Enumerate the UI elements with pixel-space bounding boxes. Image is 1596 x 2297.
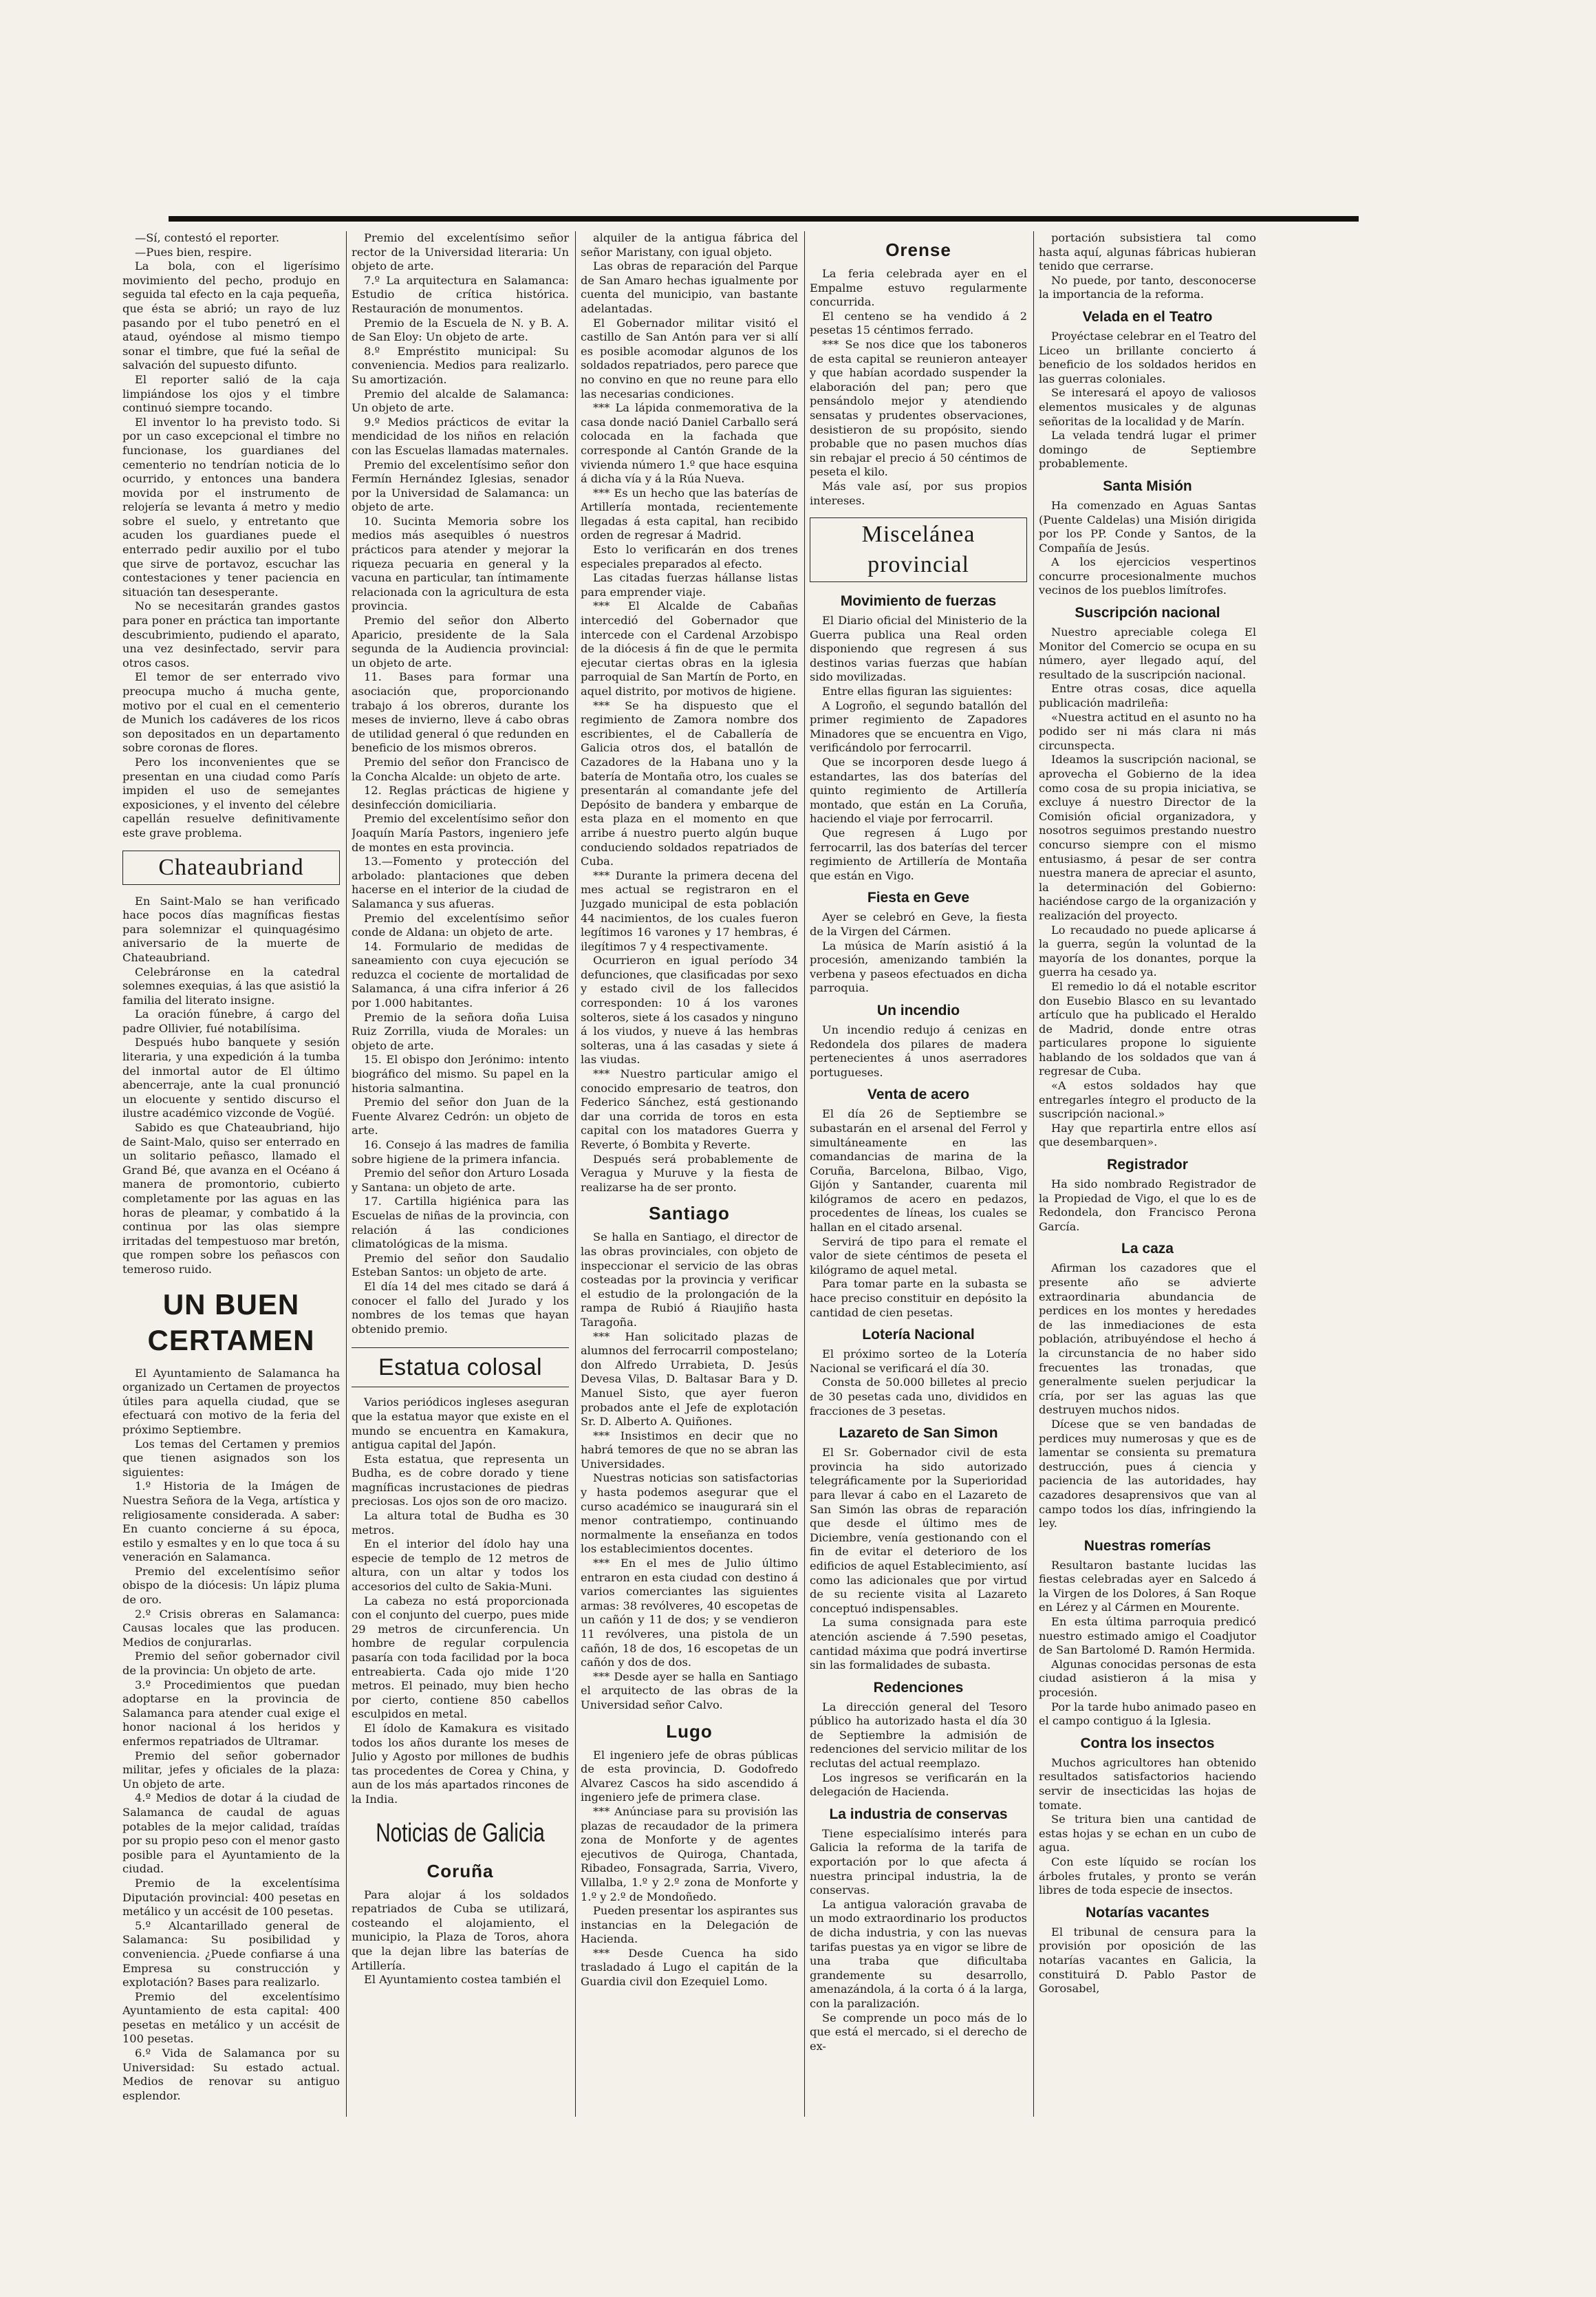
paragraph: Ha sido nombrado Registrador de la Propiedad de Vigo, el que lo es de Redondela, don Francisco Perona García. bbox=[1039, 1177, 1256, 1233]
paragraph: Nuestras noticias son satisfactorias y hasta podemos asegurar que el curso académico se inaugurará sin el menor contratiempo, continuando normalmente la enseñanza en todos los establecimientos docentes. bbox=[581, 1471, 798, 1556]
paragraph: *** Insistimos en decir que no habrá temores de que no se abran las Universidades. bbox=[581, 1429, 798, 1471]
section-heading: Redenciones bbox=[873, 1679, 964, 1696]
paragraph: 15. El obispo don Jerónimo: intento biográfico del mismo. Su papel en la historia salmantina. bbox=[352, 1053, 569, 1095]
paragraph: Más vale así, por sus propios intereses. bbox=[810, 479, 1027, 507]
article-title: Estatua colosal bbox=[352, 1347, 569, 1387]
column-1 bbox=[122, 231, 340, 2124]
paragraph: Afirman los cazadores que el presente año se advierte extraordinaria abundancia de perdices en los montes y heredades de las inmediaciones de esta población, atribuyéndose el hecho á la circunstancia de no haber sido frecuentes las tronadas, que generalmente suelen perjudicar la cría, por ser las aguas las que destruyen muchos nidos. bbox=[1039, 1261, 1256, 1417]
top-rule bbox=[169, 216, 1359, 222]
paragraph: *** La lápida conmemorativa de la casa donde nació Daniel Carballo será colocada en la fachada que corresponde al Cantón Grande de la vivienda número 1.º que hace esquina á dicha vía y á la Rúa Nueva. bbox=[581, 401, 798, 486]
paragraph: El tribunal de censura para la provisión por oposición de las notarías vacantes en Galicia, la constituirá D. Pablo Pastor de Gorosabel, bbox=[1039, 1925, 1256, 1996]
paragraph: Después hubo banquete y sesión literaria, y una expedición á la tumba del inmortal autor de El último abencerraje, ante la cual pronunció un elocuente y sentido discurso el ilustre académico vizconde de Vogüé. bbox=[122, 1036, 340, 1120]
section-heading: Movimiento de fuerzas bbox=[840, 593, 997, 610]
article-title: Chateaubriand bbox=[122, 851, 340, 885]
paragraph: Premio del señor gobernador civil de la provincia: Un objeto de arte. bbox=[122, 1649, 340, 1678]
paragraph: Se comprende un poco más de lo que está el mercado, si el derecho de ex- bbox=[810, 2011, 1027, 2053]
paragraph: Pero los inconvenientes que se presentan en una ciudad como París impiden el uso de semejantes exposiciones, y el invento del célebre capellán resuelve definitivamente este grave problema. bbox=[122, 755, 340, 840]
paragraph: *** Nuestro particular amigo el conocido empresario de teatros, don Federico Sánchez, está gestionando dar una corrida de toros en esta capital con los matadores Guerra y Reverte, ó Bombita y Reverte. bbox=[581, 1067, 798, 1151]
paragraph: 8.º Empréstito municipal: Su conveniencia. Medios para realizarlo. Su amortización. bbox=[352, 344, 569, 386]
section-heading: Contra los insectos bbox=[1080, 1735, 1215, 1751]
paragraph: Las obras de reparación del Parque de San Amaro hechas igualmente por cuenta del municipio, van bastante adelantadas. bbox=[581, 259, 798, 315]
section-heading: Santa Misión bbox=[1103, 478, 1192, 494]
paragraph: Premio del señor don Juan de la Fuente Alvarez Cedrón: un objeto de arte. bbox=[352, 1096, 569, 1137]
paragraph: Premio del señor gobernador militar, jefes y oficiales de la plaza: Un objeto de arte. bbox=[122, 1749, 340, 1791]
paragraph: Muchos agricultores han obtenido resultados satisfactorios haciendo servir de insecticidas las hojas de tomate. bbox=[1039, 1755, 1256, 1812]
paragraph: 1.º Historia de la Imágen de Nuestra Señora de la Vega, artística y religiosamente considerada. A saber: En cuanto concierne á su época, estilo y esmaltes y en lo que toca á su veneración en Salamanca. bbox=[122, 1479, 340, 1564]
paragraph: Premio del excelentísimo señor don Fermín Hernández Iglesias, senador por la Universidad de Salamanca: un objeto de arte. bbox=[352, 458, 569, 514]
paragraph: 9.º Medios prácticos de evitar la mendicidad de los niños en relación con las Escuelas llamadas maternales. bbox=[352, 415, 569, 457]
section-heading: Suscripción nacional bbox=[1075, 605, 1220, 621]
paragraph: El centeno se ha vendido á 2 pesetas 15 céntimos ferrado. bbox=[810, 309, 1027, 337]
section-heading: La industria de conservas bbox=[829, 1806, 1008, 1822]
paragraph: alquiler de la antigua fábrica del señor Maristany, con igual objeto. bbox=[581, 231, 798, 259]
column-4 bbox=[810, 231, 1027, 2124]
paragraph: El próximo sorteo de la Lotería Nacional se verificará el día 30. bbox=[810, 1347, 1027, 1375]
paragraph: El Diario oficial del Ministerio de la Guerra publica una Real orden disponiendo que regresen á sus destinos varias fuerzas que habían sido movilizadas. bbox=[810, 614, 1027, 684]
paragraph: Pueden presentar los aspirantes sus instancias en la Delegación de Hacienda. bbox=[581, 1904, 798, 1946]
article-title: Miscelánea provincial bbox=[810, 517, 1027, 582]
paragraph: 5.º Alcantarillado general de Salamanca: Su posibilidad y conveniencia. ¿Puede confiarse á una Empresa su construcción y explotación? Bases para realizarlo. bbox=[122, 1919, 340, 1989]
paragraph: *** En el mes de Julio último entraron en esta ciudad con destino á varios comerciantes las siguientes armas: 38 revólveres, 40 escopetas de un cañón y 11 de dos; y se vendieron 11 revólveres, una pistola de un cañón, 18 de dos, 16 escopetas de un cañón y dos de dos. bbox=[581, 1557, 798, 1669]
paragraph: *** Se ha dispuesto que el regimiento de Zamora nombre dos escribientes, el de Caballería de Galicia otros dos, el batallón de Cazadores de la Habana uno y la batería de Montaña otro, los cuales se presentarán al comandante jefe del Depósito de bandera y embarque de esta plaza en el momento en que arribe á nuestro puerto algún buque conduciendo soldados repatriados de Cuba. bbox=[581, 698, 798, 868]
paragraph: Celebráronse en la catedral solemnes exequias, á las que asistió la familia del literato insigne. bbox=[122, 965, 340, 1007]
paragraph: En el interior del ídolo hay una especie de templo de 12 metros de altura, con un altar y todos los accesorios del culto de Sakia-Muni. bbox=[352, 1537, 569, 1594]
paragraph: Que regresen á Lugo por ferrocarril, las dos baterías del tercer regimiento de Artillería de Montaña que están en Vigo. bbox=[810, 826, 1027, 882]
paragraph: La suma consignada para este atención asciende á 7.590 pesetas, cantidad máxima que podrá invertirse sin las formalidades de subasta. bbox=[810, 1616, 1027, 1672]
paragraph: Que se incorporen desde luego á estandartes, las dos baterías del quinto regimiento de Artillería montado, que están en La Coruña, haciendo el viaje por ferrocarril. bbox=[810, 756, 1027, 826]
paragraph: Premio del señor don Francisco de la Concha Alcalde: un objeto de arte. bbox=[352, 755, 569, 783]
paragraph: —Sí, contestó el reporter. bbox=[135, 231, 280, 244]
paragraph: Esto lo verificarán en dos trenes especiales preparados al efecto. bbox=[581, 543, 798, 570]
paragraph: Premio del alcalde de Salamanca: Un objeto de arte. bbox=[352, 387, 569, 415]
paragraph: 2.º Crisis obreras en Salamanca: Causas locales que las producen. Medios de conjurarlas. bbox=[122, 1607, 340, 1649]
paragraph: La antigua valoración gravaba de un modo extraordinario los productos de dicha industria, y con las nuevas tarifas puestas ya en vigor se libre de una traba que dificultaba grandemente su desarrollo, amenazándola, á la corta ó á la larga, con la paralización. bbox=[810, 1897, 1027, 2010]
paragraph: *** Han solicitado plazas de alumnos del ferrocarril compostelano; don Alfredo Urrabieta, D. Jesús Devesa Vilas, D. Baltasar Bara y D. Manuel Sisto, que ayer fueron probados ante el Jefe de explotación Sr. D. Alberto A. Quiñones. bbox=[581, 1329, 798, 1429]
paragraph: El remedio lo dá el notable escritor don Eusebio Blasco en su levantado artículo que ha publicado el Heraldo de Madrid, donde entre otras particulares propone lo siguiente hablando de los soldados que van á regresar de Cuba. bbox=[1039, 979, 1256, 1078]
paragraph: Premio de la señora doña Luisa Ruiz Zorrilla, viuda de Morales: un objeto de arte. bbox=[352, 1010, 569, 1052]
paragraph: Ideamos la suscripción nacional, se aprovecha el Gobierno de la idea como cosa de su propia iniciativa, se excluye á nuestro Director de la Comisión oficial organizadora, y nosotros seguimos prestando nuestro concurso siempre con el mismo entusiasmo, á pesar de ser contra nuestra manera de apreciar el asunto, la determinación del Gobierno: haciéndose cargo de la organización y realización del proyecto. bbox=[1039, 753, 1256, 922]
paragraph: Algunas conocidas personas de esta ciudad asistieron á la misa y procesión. bbox=[1039, 1657, 1256, 1700]
section-heading: Lotería Nacional bbox=[862, 1327, 975, 1343]
paragraph: No se necesitarán grandes gastos para poner en práctica tan importante descubrimiento, pudiendo el aparato, una vez desinfectado, servir para otros casos. bbox=[122, 599, 340, 670]
paragraph: *** Desde ayer se halla en Santiago el arquitecto de las obras de la Universidad señor Calvo. bbox=[581, 1669, 798, 1711]
paragraph: Servirá de tipo para el remate el valor de siete céntimos de peseta el kilógramo de aquel metal. bbox=[810, 1235, 1027, 1276]
paragraph: 7.º La arquitectura en Salamanca: Estudio de crítica histórica. Restauración de monumentos. bbox=[352, 273, 569, 315]
paragraph: 13.—Fomento y protección del arbolado: plantaciones que deben hacerse en el interior de la ciudad de Salamanca y sus afueras. bbox=[352, 855, 569, 910]
paragraph: Resultaron bastante lucidas las fiestas celebradas ayer en Salcedo á la Virgen de los Dolores, á San Roque en Lérez y al Cármen en Mourente. bbox=[1039, 1558, 1256, 1614]
paragraph: —Pues bien, respire. bbox=[135, 245, 252, 259]
paragraph: No puede, por tanto, desconocerse la importancia de la reforma. bbox=[1039, 273, 1256, 301]
paragraph: Premio del excelentísimo señor obispo de la diócesis: Un lápiz pluma de oro. bbox=[122, 1564, 340, 1607]
paragraph: Premio de la excelentísima Diputación provincial: 400 pesetas en metálico y un accésit de 100 pesetas. bbox=[122, 1876, 340, 1919]
paragraph: El ídolo de Kamakura es visitado todos los años durante los meses de Julio y Agosto por millones de budhis tas procedentes de Corea y China, y aun de los más apartados rincones de la India. bbox=[352, 1721, 569, 1806]
paragraph: Ocurrieron en igual período 34 defunciones, que clasificadas por sexo y estado civil de los fallecidos corresponden: 10 á los varones solteros, siete á los casados y ninguno á los viudos, y nueve á las hembras solteras, una á las casadas y siete á las viudas. bbox=[581, 954, 798, 1067]
column-5 bbox=[1039, 231, 1256, 2124]
paragraph: Esta estatua, que representa un Budha, es de cobre dorado y tiene magníficas incrustaciones de piedras preciosas. Los ojos son de oro macizo. bbox=[352, 1452, 569, 1508]
paragraph: A los ejercicios vespertinos concurre procesionalmente muchos vecinos de los pueblos limítrofes. bbox=[1039, 555, 1256, 597]
paragraph: 3.º Procedimientos que puedan adoptarse en la provincia de Salamanca para atender cual exige el honor nacional á los heridos y enfermos repatriados de Ultramar. bbox=[122, 1678, 340, 1748]
section-heading: Un incendio bbox=[876, 1002, 960, 1018]
paragraph: El día 14 del mes citado se dará á conocer el fallo del Jurado y los nombres de los temas que hayan obtenido premio. bbox=[352, 1279, 569, 1336]
paragraph: Ayer se celebró en Geve, la fiesta de la Virgen del Cármen. bbox=[810, 910, 1027, 938]
paragraph: Premio de la Escuela de N. y B. A. de San Eloy: Un objeto de arte. bbox=[352, 316, 569, 344]
paragraph: Dícese que se ven bandadas de perdices muy numerosas y que es de lamentar se consienta su prematura destrucción, pues á ciencia y paciencia de las autoridades, hay cazadores desaprensivos que van al campo todos los días, infringiendo la ley. bbox=[1039, 1417, 1256, 1530]
paragraph: *** El Alcalde de Cabañas intercedió del Gobernador que intercede con el Cardenal Arzobispo de la diócesis á fin de que le permita ejecutar ciertas obras en la iglesia parroquial de San Martín de Porto, en aquel distrito, por motivos de higiene. bbox=[581, 599, 798, 698]
column-divider bbox=[1033, 231, 1034, 2117]
paragraph: Entre ellas figuran las siguientes: bbox=[822, 685, 1013, 698]
paragraph: portación subsistiera tal como hasta aquí, algunas fábricas hubieran tenido que cerrarse. bbox=[1039, 231, 1256, 273]
paragraph: Entre otras cosas, dice aquella publicación madrileña: bbox=[1039, 682, 1256, 710]
paragraph: Premio del señor don Arturo Losada y Santana: un objeto de arte. bbox=[352, 1166, 569, 1194]
section-heading: Fiesta en Geve bbox=[867, 890, 970, 906]
article-title: UN BUEN CERTAMEN bbox=[147, 1288, 315, 1356]
paragraph: Proyéctase celebrar en el Teatro del Liceo un brillante concierto á beneficio de los soldados heridos en las guerras coloniales. bbox=[1039, 329, 1256, 385]
paragraph: «Nuestra actitud en el asunto no ha podido ser ni más clara ni más circunspecta. bbox=[1039, 710, 1256, 752]
paragraph: En Saint-Malo se han verificado hace pocos días magníficas fiestas para solemnizar el quinquagésimo aniversario de la muerte de Chateaubriand. bbox=[122, 894, 340, 964]
paragraph: Lo recaudado no puede aplicarse á la guerra, según la voluntad de la mayoría de los donantes, porque la guerra ha cesado ya. bbox=[1039, 923, 1256, 979]
paragraph: Consta de 50.000 billetes al precio de 30 pesetas cada uno, divididos en fracciones de 3 pesetas. bbox=[810, 1376, 1027, 1418]
paragraph: El Sr. Gobernador civil de esta provincia ha sido autorizado telegráficamente por la Superioridad para llevar á cabo en el Lazareto de San Simón las obras de reparación que desde el último mes de Diciembre, venía gestionando con el fin de evitar el deterioro de los edificios de aquel Establecimiento, así como las adicionales que por virtud de su reciente visita al Lazareto conceptuó indispensables. bbox=[810, 1446, 1027, 1615]
paragraph: La música de Marín asistió á la procesión, amenizando también la verbena y paseos efectuados en dicha parroquia. bbox=[810, 939, 1027, 995]
paragraph: La bola, con el ligerísimo movimiento del pecho, produjo en seguida tal efecto en la caja pequeña, que ésta se abrió; un rayo de luz pasando por el tubo penetró en el ataud, oyéndose al mismo tiempo sonar el timbre, que fué la señal de salvación del supuesto difunto. bbox=[122, 259, 340, 372]
paragraph: La velada tendrá lugar el primer domingo de Septiembre probablemente. bbox=[1039, 429, 1256, 471]
paragraph: El reporter salió de la caja limpiándose los ojos y el timbre continuó siempre tocando. bbox=[122, 372, 340, 415]
paragraph: En esta última parroquia predicó nuestro estimado amigo el Coadjutor de San Bartolomé D. Ramón Hermida. bbox=[1039, 1615, 1256, 1657]
paragraph: Nuestro apreciable colega El Monitor del Comercio se ocupa en su número, ayer llegado aquí, del resultado de la suscripción nacional. bbox=[1039, 626, 1256, 681]
paragraph: Tiene especialísimo interés para Galicia la reforma de la tarifa de exportación por lo que afecta á nuestra principal industria, la de conservas. bbox=[810, 1826, 1027, 1897]
column-divider bbox=[346, 231, 347, 2117]
paragraph: La cabeza no está proporcionada con el conjunto del cuerpo, pues mide 29 metros de circunferencia. Un hombre de regular corpulencia pasaría con toda facilidad por la boca entreabierta. Cada ojo mide 1'20 metros. El peinado, muy bien hecho por cierto, contiene 850 cabellos esculpidos en metal. bbox=[352, 1594, 569, 1721]
paragraph: Para tomar parte en la subasta se hace preciso constituir en depósito la cantidad de cien pesetas. bbox=[810, 1277, 1027, 1319]
paragraph: La dirección general del Tesoro público ha autorizado hasta el día 30 de Septiembre la admisión de redenciones del servicio militar de los reclutas del actual reemplazo. bbox=[810, 1700, 1027, 1771]
paragraph: Premio del señor don Alberto Aparicio, presidente de la Sala segunda de la Audiencia provincial: un objeto de arte. bbox=[352, 614, 569, 670]
paragraph: 10. Sucinta Memoria sobre los medios más asequibles ó nuestros prácticos para atender y mejorar la riqueza pecuaria en general y la vacuna en particular, tan íntimamente relacionada con la agricultura de esta provincia. bbox=[352, 514, 569, 613]
paragraph: Por la tarde hubo animado paseo en el campo contiguo á la Iglesia. bbox=[1039, 1700, 1256, 1728]
section-heading: Venta de acero bbox=[867, 1087, 970, 1103]
column-divider bbox=[575, 231, 576, 2117]
paragraph: Después será probablemente de Veragua y Muruve y la fiesta de realizarse ha de ser pronto. bbox=[581, 1152, 798, 1194]
paragraph: El inventor lo ha previsto todo. Si por un caso excepcional el timbre no funcionase, los guardianes del cementerio no tendrían noticia de lo ocurrido, y entonces una bandera movida por el instrumento de relojería se levanta á metro y medio sobre el suelo, y entretanto que acuden los guardianes puede el enterrado pedir auxilio por el tubo que sirve de portavoz, escuchar las contestaciones y tener paciencia en situación tan desesperante. bbox=[122, 415, 340, 599]
paragraph: El ingeniero jefe de obras públicas de esta provincia, D. Godofredo Alvarez Cascos ha sido ascendido á ingeniero jefe de primera clase. bbox=[581, 1748, 798, 1804]
paragraph: Se interesará el apoyo de valiosos elementos musicales y de algunas señoritas de la localidad y de Marín. bbox=[1039, 386, 1256, 428]
section-heading: La caza bbox=[1121, 1241, 1174, 1257]
section-title: Noticias de Galicia bbox=[376, 1818, 545, 1848]
paragraph: Se tritura bien una cantidad de estas hojas y se echan en un cubo de agua. bbox=[1039, 1813, 1256, 1855]
city-heading: Santiago bbox=[649, 1203, 730, 1224]
paragraph: «A estos soldados hay que entregarles íntegro el producto de la suscripción nacional.» bbox=[1039, 1079, 1256, 1121]
paragraph: El Ayuntamiento de Salamanca ha organizado un Certamen de proyectos útiles para aquella ciudad, que se efectuará con motivo de la feria del próximo Septiembre. bbox=[122, 1366, 340, 1436]
paragraph: Premio del excelentísimo señor conde de Aldana: un objeto de arte. bbox=[352, 911, 569, 939]
paragraph: 12. Reglas prácticas de higiene y desinfección domiciliaria. bbox=[352, 784, 569, 811]
paragraph: Premio del señor don Saudalio Esteban Santos: un objeto de arte. bbox=[352, 1251, 569, 1279]
paragraph: 16. Consejo á las madres de familia sobre higiene de la primera infancia. bbox=[352, 1138, 569, 1166]
paragraph: *** Durante la primera decena del mes actual se registraron en el Juzgado municipal de esta población 44 nacimientos, de los cuales fueron legítimos 16 varones y 17 hembras, é ilegítimos 7 y 4 respectivamente. bbox=[581, 868, 798, 953]
paragraph: *** Anúnciase para su provisión las plazas de recaudador de la primera zona de Monforte y de agentes ejecutivos de Quiroga, Chantada, Ribadeo, Fonsagrada, Sarria, Vivero, Villalba, 1.º y 2.º zona de Monforte y 1.º y 2.º de Mondoñedo. bbox=[581, 1804, 798, 1903]
paragraph: Los temas del Certamen y premios que tienen asignados son los siguientes: bbox=[122, 1437, 340, 1479]
paragraph: Premio del excelentísimo Ayuntamiento de esta capital: 400 pesetas en metálico y un accésit de 100 pesetas. bbox=[122, 1989, 340, 2046]
city-heading: Coruña bbox=[427, 1860, 494, 1881]
section-heading: Registrador bbox=[1107, 1157, 1188, 1173]
paragraph: *** Es un hecho que las baterías de Artillería montada, recientemente llegadas á esta capital, han recibido orden de regresar á Madrid. bbox=[581, 486, 798, 542]
paragraph: *** Se nos dice que los taboneros de esta capital se reunieron anteayer y que habían acordado suspender la elaboración del pan; pero que pensándolo mejor y atendiendo sensatas y prudentes observaciones, desistieron de su propósito, siendo probable que no pasen muchos días sin rebajar el precio á 50 céntimos de peseta el kilo. bbox=[810, 337, 1027, 479]
paragraph: El temor de ser enterrado vivo preocupa mucho á mucha gente, motivo por el cual en el cementerio de Munich los cadáveres de los ricos son depositados en un departamento sobre coronas de flores. bbox=[122, 670, 340, 755]
paragraph: Hay que repartirla entre ellos así que desembarquen». bbox=[1039, 1121, 1256, 1149]
paragraph: Se halla en Santiago, el director de las obras provinciales, con objeto de inspeccionar el servicio de las obras costeadas por la provincia y verificar el estudio de la prolongación de la rampa de Rubió á Riaujiño hasta Taragoña. bbox=[581, 1230, 798, 1329]
paragraph: Las citadas fuerzas hállanse listas para emprender viaje. bbox=[581, 571, 798, 599]
city-heading: Lugo bbox=[666, 1720, 713, 1742]
paragraph: Para alojar á los soldados repatriados de Cuba se utilizará, costeando el alojamiento, el municipio, la Plaza de Toros, ahora que la dejan libre las baterías de Artillería. bbox=[352, 1888, 569, 1972]
paragraph: Ha comenzado en Aguas Santas (Puente Caldelas) una Misión dirigida por los PP. Conde y Santos, de la Compañía de Jesús. bbox=[1039, 498, 1256, 555]
paragraph: El Ayuntamiento costea también el bbox=[364, 1973, 561, 1987]
paragraph: 4.º Medios de dotar á la ciudad de Salamanca de caudal de aguas potables de la mejor calidad, traídas por su propio peso con el menor gasto posible para el Ayuntamiento de la ciudad. bbox=[122, 1791, 340, 1876]
column-3 bbox=[581, 231, 798, 2124]
paragraph: La feria celebrada ayer en el Empalme estuvo regularmente concurrida. bbox=[810, 267, 1027, 309]
column-divider bbox=[804, 231, 805, 2117]
paragraph: Un incendio redujo á cenizas en Redondela dos pilares de madera pertenecientes á unos aserradores portugueses. bbox=[810, 1023, 1027, 1079]
paragraph: La altura total de Budha es 30 metros. bbox=[352, 1509, 569, 1537]
column-2 bbox=[352, 231, 569, 2124]
paragraph: Sabido es que Chateaubriand, hijo de Saint-Malo, quiso ser enterrado en un solitario peñasco, llamado el Grand Bé, que avanza en el Océano á manera de promontorio, cubierto completamente por las aguas en las horas de pleamar, y combatido á la continua por las olas siempre irritadas del tempestuoso mar bretón, que rompen sobre los peñascos con temeroso ruido. bbox=[122, 1121, 340, 1276]
paragraph: La oración fúnebre, á cargo del padre Ollivier, fué notabilísima. bbox=[122, 1007, 340, 1035]
paragraph: El Gobernador militar visitó el castillo de San Antón para ver si allí es posible acomodar algunos de los soldados repatriados, pero parece que no convino en que no reune para ello las necesarias condiciones. bbox=[581, 316, 798, 400]
paragraph: A Logroño, el segundo batallón del primer regimiento de Zapadores Minadores que se encuentra en Vigo, verificándolo por ferrocarril. bbox=[810, 698, 1027, 755]
paragraph: 14. Formulario de medidas de saneamiento con cuya ejecución se reduzca el cociente de mortalidad de Salamanca, á una cifra inferior á 26 por 1.000 habitantes. bbox=[352, 939, 569, 1010]
paragraph: 6.º Vida de Salamanca por su Universidad: Su estado actual. Medios de renovar su antiguo esplendor. bbox=[122, 2047, 340, 2102]
paragraph: 17. Cartilla higiénica para las Escuelas de niñas de la provincia, con relación á las condiciones climatológicas de la misma. bbox=[352, 1195, 569, 1251]
paragraph: Premio del excelentísimo señor rector de la Universidad literaria: Un objeto de arte. bbox=[352, 231, 569, 273]
paragraph: Varios periódicos ingleses aseguran que la estatua mayor que existe en el mundo se encuentra en Kamakura, antigua capital del Japón. bbox=[352, 1396, 569, 1452]
paragraph: Los ingresos se verificarán en la delegación de Hacienda. bbox=[810, 1771, 1027, 1799]
city-heading: Orense bbox=[885, 239, 951, 260]
paragraph: 11. Bases para formar una asociación que, proporcionando trabajo á los obreros, durante los meses de invierno, lleve á cabo obras de utilidad general ó que redunden en beneficio de los mismos obreros. bbox=[352, 670, 569, 755]
paragraph: *** Desde Cuenca ha sido trasladado á Lugo el capitán de la Guardia civil don Ezequiel Lomo. bbox=[581, 1946, 798, 1989]
section-heading: Velada en el Teatro bbox=[1082, 308, 1213, 325]
paragraph: Premio del excelentísimo señor don Joaquín María Pastors, ingeniero jefe de montes en esta provincia. bbox=[352, 812, 569, 854]
paragraph: Con este líquido se rocían los árboles frutales, y pronto se verán libres de toda especie de insectos. bbox=[1039, 1855, 1256, 1897]
section-heading: Notarías vacantes bbox=[1086, 1904, 1209, 1921]
paragraph: El día 26 de Septiembre se subastarán en el arsenal del Ferrol y simultáneamente en las comandancias de marina de la Coruña, Barcelona, Bilbao, Vigo, Gijón y Santander, cuarenta mil kilógramos de acero en pedazos, procedentes de líneas, los cuales se hallan en el citado arsenal. bbox=[810, 1107, 1027, 1235]
section-heading: Nuestras romerías bbox=[1083, 1537, 1211, 1554]
section-heading: Lazareto de San Simon bbox=[839, 1425, 998, 1442]
